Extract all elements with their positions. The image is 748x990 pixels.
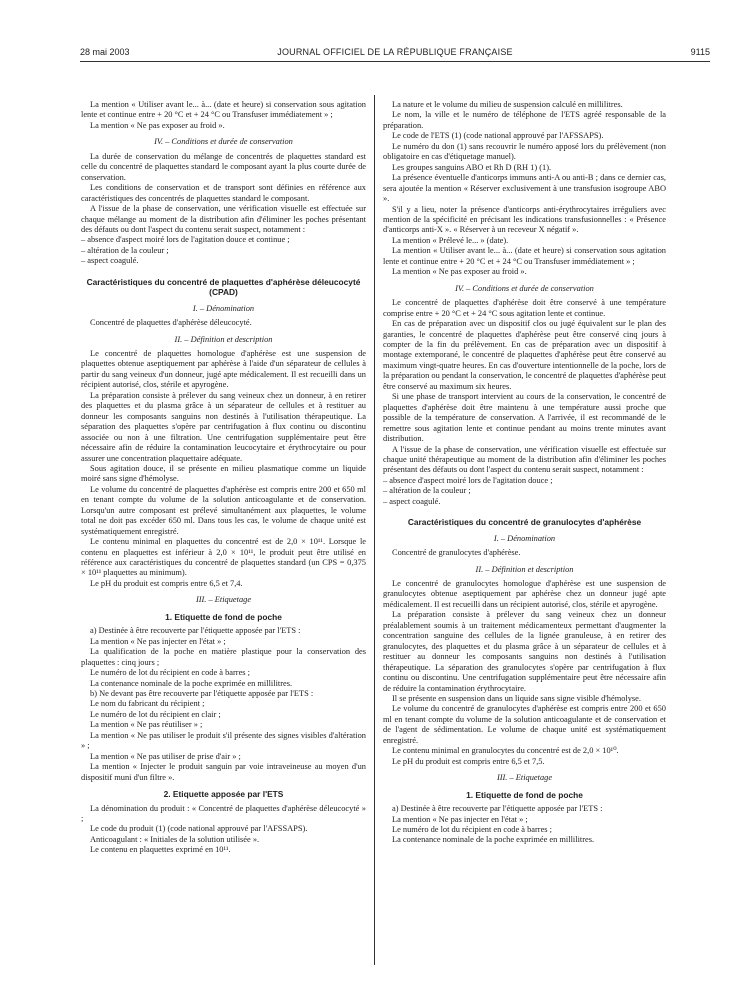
paragraph: Le numéro de lot du récipient en clair ; [90, 709, 221, 719]
paragraph: Le nom, la ville et le numéro de téléphone de l'ETS agréé responsable de la préparation. [383, 110, 666, 130]
section-title: III. – Etiquetage [195, 595, 252, 605]
section-heading [81, 335, 366, 345]
subsection-title: 1. Etiquette de fond de poche [466, 789, 583, 800]
list-item: – absence d'aspect moiré lors de l'agitation douce et continue ; [81, 235, 290, 245]
paragraph: Le contenu en plaquettes exprimé en 10¹¹. [90, 845, 231, 855]
list-item: – aspect coagulé. [383, 496, 441, 506]
paragraph: La mention « Ne pas exposer au froid ». [90, 120, 225, 130]
paragraph: La dénomination du produit : « Concentré de plaquettes d'aphérèse déleucocyté » ; [81, 803, 366, 823]
section-heading [383, 773, 666, 783]
section-heading [81, 304, 366, 314]
paragraph: La contenance nominale de la poche exprimée en millilitres. [90, 678, 293, 688]
paragraph: Anticoagulant : « Initiales de la solution utilisée ». [90, 834, 260, 844]
paragraph: Le volume du concentré de plaquettes d'aphérèse est compris entre 200 et 650 ml en tenant compte du volume de la solution anticoagulante et de conservation. Lorsqu'un autre composant est prélevé simultanément aux plaquettes, le volume total ne doit pas excéder 650 ml. Dans tous les cas, le volume de chaque unité est systématiquement enregistré. [81, 484, 366, 536]
paragraph: La présence éventuelle d'anticorps immuns anti-A ou anti-B ; dans ce dernier cas, sera ajoutée la mention « Réserver exclusivement à une transfusion isogroupe ABO ». [383, 173, 666, 204]
section-title: I. – Dénomination [192, 303, 255, 313]
column-divider [374, 95, 375, 965]
product-title: Caractéristiques du concentré de plaquettes d'aphérèse déleucocyté (CPAD) [86, 276, 361, 298]
list-item: – absence d'aspect moiré lors de l'agitation douce ; [383, 475, 553, 485]
paragraph: La durée de conservation du mélange de concentrés de plaquettes standard est celle du concentré de plaquettes standard le composant ayant la plus courte durée de conservation. [81, 151, 366, 182]
paragraph: Le contenu minimal en plaquettes du concentré est de 2,0 × 10¹¹. Lorsque le contenu en plaquettes est inférieur à 2,0 × 10¹¹, le produit peut être utilisé en référence aux caractéristiques du concentré de plaquettes standard (un CPS = 0,375 × 10¹¹ plaquettes au minimum). [81, 537, 366, 578]
paragraph: a) Destinée à être recouverte par l'étiquette apposée par l'ETS : [392, 804, 603, 814]
paragraph: La mention « Injecter le produit sanguin par voie intraveineuse au moyen d'un dispositif muni d'un filtre ». [81, 762, 366, 782]
paragraph: Le nom du fabricant du récipient ; [90, 699, 205, 709]
paragraph: Sous agitation douce, il se présente en milieu plasmatique comme un liquide moiré sans signe d'hémolyse. [81, 463, 366, 484]
paragraph: La préparation consiste à prélever du sang veineux chez un donneur préalablement soumis à un traitement médicamenteux permettant d'augmenter la concentration sanguine des cellules de la lignée granuleuse, à en retirer des granulocytes, des plaquettes et du plasma grâce à un séparateur de cellules et à restituer au donneur les composants sanguins non destinés à l'utilisation thérapeutique. La séparation des granulocytes s'opère par centrifugation à flux continu ou discontinu. Une centrifugation supplémentaire peut être nécessaire afin de réduire la contamination érythrocytaire. [383, 610, 666, 693]
paragraph: Le contenu minimal en granulocytes du concentré est de 2,0 × 10¹⁰. [392, 746, 619, 756]
subsection-title: 1. Etiquette de fond de poche [165, 611, 282, 622]
subsection-title: 2. Etiquette apposée par l'ETS [163, 789, 284, 800]
paragraph: A l'issue de la phase de conservation, une vérification visuelle est effectuée sur chaque unité thérapeutique au moment de la distribution afin d'éliminer les poches présentant des défauts ou dont l'aspect du contenu serait suspect, notamment : [383, 444, 666, 475]
paragraph: Concentré de granulocytes d'aphérèse. [392, 548, 521, 558]
section-title: III. – Etiquetage [496, 773, 553, 783]
right-column [383, 100, 666, 846]
paragraph: La mention « Prélevé le... » (date). [392, 235, 509, 245]
section-heading [383, 534, 666, 544]
product-title: Caractéristiques du concentré de granulocytes d'aphérèse [407, 517, 642, 528]
paragraph: La nature et le volume du milieu de suspension calculé en millilitres. [392, 100, 623, 109]
header-date: 28 mai 2003 [80, 47, 130, 57]
paragraph: En cas de préparation avec un dispositif clos ou jugé équivalent sur le plan des garanties, le concentré de plaquettes d'aphérèse peut être conservé cinq jours à compter de la fin du prélèvement. En cas de préparation avec un dispositif à montage extemporané, le concentré de plaquettes d'aphérèse peut être conservé au maximum vingt-quatre heures. En cas d'ouverture intentionnelle de la poche, lors de la préparation ou pendant la conservation, le concentré de plaquettes d'aphérèse peut être conservé au maximum six heures. [383, 319, 666, 391]
paragraph: Le numéro de lot du récipient en code à barres ; [90, 668, 250, 678]
paragraph: La mention « Ne pas injecter en l'état » ; [90, 636, 226, 646]
paragraph: La mention « Utiliser avant le... à... (date et heure) si conservation sous agitation lente et continue entre + 20 °C et + 24 °C ou Transfuser immédiatement » ; [81, 100, 366, 120]
paragraph: La mention « Ne pas utiliser de prise d'air » ; [90, 751, 241, 761]
list-item: – altération de la couleur ; [383, 486, 471, 496]
paragraph: Il se présente en suspension dans un liquide sans signe visible d'hémolyse. [392, 693, 641, 703]
section-heading [81, 137, 366, 147]
list-item: – altération de la couleur ; [81, 245, 169, 255]
paragraph: Les groupes sanguins ABO et Rh D (RH 1) (1). [392, 162, 552, 172]
paragraph: Le numéro du don (1) sans recouvrir le numéro apposé lors du prélèvement (non obligatoire en cas d'étiquetage manuel). [383, 141, 666, 162]
left-column [81, 100, 366, 856]
header-title: JOURNAL OFFICIEL DE LA RÉPUBLIQUE FRANÇAISE [277, 47, 513, 57]
section-heading [81, 595, 366, 605]
paragraph: A l'issue de la phase de conservation, une vérification visuelle est effectuée sur chaque mélange au moment de la distribution afin d'éliminer les poches présentant des défauts ou dont l'aspect du contenu serait suspect, notamment : [81, 204, 366, 234]
section-title: I. – Dénomination [493, 533, 556, 543]
section-title: II. – Définition et description [475, 564, 574, 574]
paragraph: La préparation consiste à prélever du sang veineux chez un donneur, à en retirer des plaquettes et du plasma grâce à un séparateur de cellules et à restituer au donneur les composants sanguins non destinés à l'utilisation thérapeutique. La séparation des plaquettes s'opère par centrifugation à flux continu ou discontinu associée ou non à une filtration. Une centrifugation supplémentaire peut être nécessaire afin de réduire la contamination leucocytaire et érythrocytaire ou pour assurer une concentration plaquettaire adéquate. [81, 390, 366, 463]
section-title: II. – Définition et description [174, 334, 273, 344]
paragraph: Le code de l'ETS (1) (code national approuvé par l'AFSSAPS). [392, 131, 604, 141]
paragraph: S'il y a lieu, noter la présence d'anticorps anti-érythrocytaires irréguliers avec mention de la spécificité en précisant les indications transfusionnelles : « Présence d'anticorps anti-X ». « Réserver à un receveur X négatif ». [383, 204, 666, 235]
page-header [80, 47, 710, 62]
paragraph: Les conditions de conservation et de transport sont définies en référence aux caractéristiques des concentrés de plaquettes standard le composant. [81, 183, 366, 203]
paragraph: Le concentré de plaquettes d'aphérèse doit être conservé à une température comprise entre + 20 °C et + 24 °C sous agitation lente et continue. [383, 298, 666, 318]
paragraph: La mention « Ne pas utiliser le produit s'il présente des signes visibles d'altération » ; [81, 730, 366, 751]
section-heading [383, 565, 666, 575]
paragraph: La qualification de la poche en matière plastique pour la conservation des plaquettes : cinq jours ; [81, 647, 366, 667]
paragraph: La mention « Ne pas réutiliser » ; [90, 720, 203, 730]
paragraph: Le concentré de granulocytes homologue d'aphérèse est une suspension de granulocytes obtenue aseptiquement par aphérèse chez un donneur jugé apte médicalement. Il est recueilli dans un récipient autorisé, clos, stérile et apyrogène. [383, 578, 666, 609]
paragraph: Le concentré de plaquettes homologue d'aphérèse est une suspension de plaquettes obtenue aseptiquement par aphérèse à l'aide d'un séparateur de cellules à partir du sang veineux d'un donneur, jugé apte médicalement. Il est recueilli dans un récipient autorisé, clos, stérile et apyrogène. [81, 348, 366, 390]
paragraph: a) Destinée à être recouverte par l'étiquette apposée par l'ETS : [90, 626, 301, 636]
paragraph: Le numéro de lot du récipient en code à barres ; [392, 824, 552, 834]
paragraph: La mention « Ne pas injecter en l'état » ; [392, 814, 528, 824]
section-heading [383, 284, 666, 294]
paragraph: Le volume du concentré de granulocytes d'aphérèse est compris entre 200 et 650 ml en tenant compte du volume de la solution anticoagulante et de conservation et de l'agent de sédimentation. Le volume de chaque unité est systématiquement enregistré. [383, 704, 666, 745]
section-title: IV. – Conditions et durée de conservation [154, 137, 293, 147]
page-number: 9115 [690, 47, 710, 57]
paragraph: Le pH du produit est compris entre 6,5 et 7,4. [90, 578, 243, 588]
paragraph: Le code du produit (1) (code national approuvé par l'AFSSAPS). [90, 824, 308, 834]
paragraph: Concentré de plaquettes d'aphérèse déleucocyté. [90, 318, 252, 328]
paragraph: b) Ne devant pas être recouverte par l'étiquette apposée par l'ETS : [90, 689, 314, 699]
paragraph: La mention « Ne pas exposer au froid ». [392, 267, 527, 277]
paragraph: Le pH du produit est compris entre 6,5 et 7,5. [392, 756, 545, 766]
paragraph: Si une phase de transport intervient au cours de la conservation, le concentré de plaquettes d'aphérèse doit être maintenu à une température aussi proche que possible de la température de conservation. A l'arrivée, il est recommandé de le remettre sous agitation lente et continue pendant au moins trente minutes avant distribution. [383, 392, 666, 444]
paragraph: La mention « Utiliser avant le... à... (date et heure) si conservation sous agitation lente et continue entre + 20 °C et + 24 °C ou Transfuser immédiatement » ; [383, 246, 666, 266]
paragraph: La contenance nominale de la poche exprimée en millilitres. [392, 835, 595, 845]
section-title: IV. – Conditions et durée de conservation [455, 283, 594, 293]
list-item: – aspect coagulé. [81, 256, 139, 266]
